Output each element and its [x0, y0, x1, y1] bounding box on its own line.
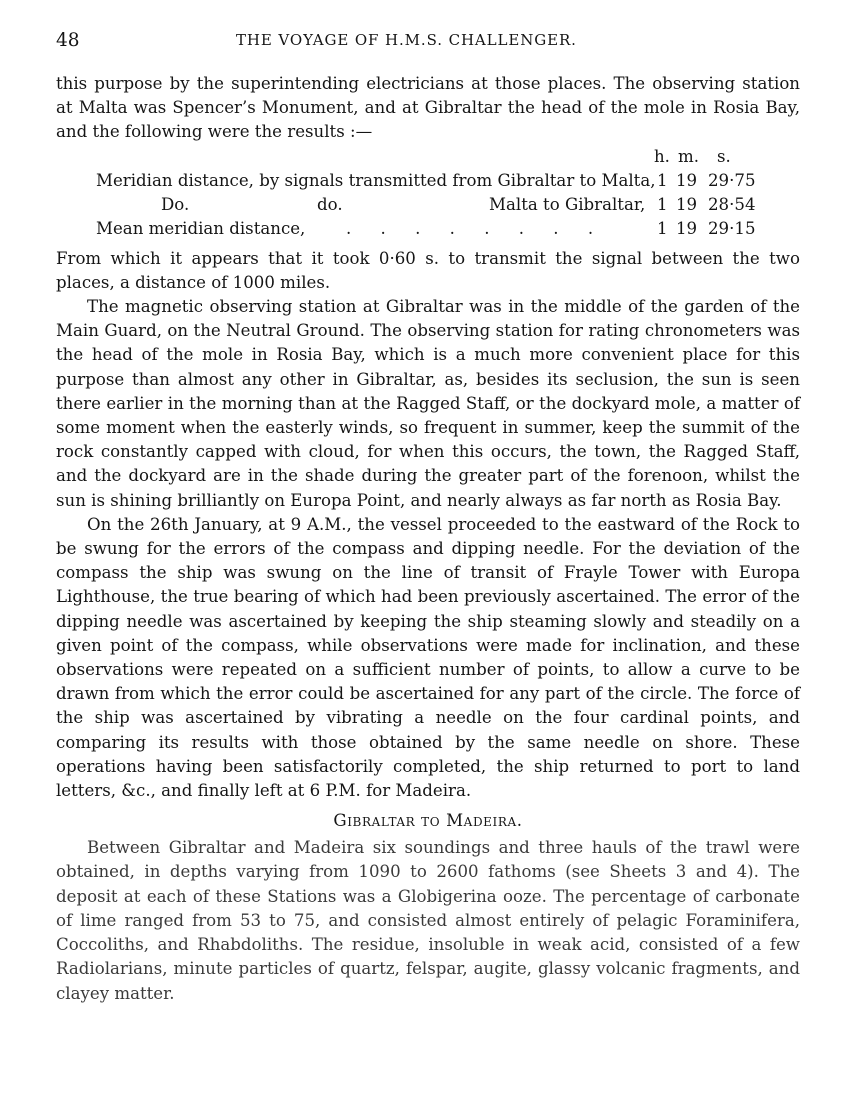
row-2-ditto-lower: do.: [317, 194, 343, 214]
row-1-label: Meridian distance, by signals transmitted from Gibraltar to Malta,: [96, 170, 656, 190]
paragraph-4-middle: , the vessel proceeded to the eastward of the Rock to be swung for the errors of the compass and dipping needle. For the deviation of the compass the ship was swung on the line of transit of Frayle Tower with Europa Lighthouse, the true bearing of which had been previously ascertained. The error of the dipping needle was ascertained by keeping the ship steaming slowly and steadily on a given point of the compass, while observations were made for inclination, and these observations were repeated on a sufficient number of points, to allow a curve to be drawn from which the error could be ascertained for any part of the circle. The force of the ship was ascertained by vibrating a needle on the four cardinal points, and comparing its results with those obtained by the same needle on shore. These operations having been satisfactorily completed, the ship returned to port to land letters, &c., and finally left at 6: [56, 514, 800, 801]
row-3-seconds: 29·15: [708, 218, 756, 238]
running-head: [56, 30, 800, 58]
row-3-label: Mean meridian distance,: [96, 218, 306, 238]
running-title: THE VOYAGE OF H.M.S. CHALLENGER.: [236, 31, 577, 49]
row-2-ditto: Do.: [161, 194, 190, 214]
page-number: 48: [56, 30, 80, 51]
paragraph-4: [56, 513, 800, 803]
row-1-seconds: 29·75: [708, 170, 756, 190]
row-1-minutes: 19: [676, 170, 698, 190]
row-3-hours: 1: [657, 218, 668, 238]
paragraph-2: From which it appears that it took 0·60 s. to transmit the signal between the two places, a distance of 1000 miles.: [56, 248, 800, 292]
row-2-hours: 1: [657, 194, 668, 214]
paragraph-5: Between Gibraltar and Madeira six soundings and three hauls of the trawl were obtained, in depths varying from 1090 to 2600 fathoms (see Sheets 3 and 4). The deposit at each of these Stations was a Globigerina ooze. The percentage of carbonate of lime ranged from 53 to 75, and consisted almost entirely of pelagic Foraminifera, Coccoliths, and Rhabdoliths. The residue, insoluble in weak acid, consisted of a few Radiolarians, minute particles of quartz, felspar, augite, glassy volcanic fragments, and clayey matter.: [56, 838, 800, 1003]
row-2-seconds: 28·54: [708, 194, 756, 214]
row-3-dot-leaders: . . . . . . . .: [346, 218, 606, 238]
time-pm: P.M.: [325, 781, 361, 801]
document-page: [56, 30, 800, 1006]
row-1-hours: 1: [657, 170, 668, 190]
col-header-seconds: s.: [717, 146, 731, 166]
time-am: A.M.: [307, 514, 347, 534]
paragraph-1: this purpose by the superintending electricians at those places. The observing station at Malta was Spencer’s Monument, and at Gibraltar the head of the mole in Rosia Bay, and the following were the results :—: [56, 74, 800, 142]
paragraph-4-start: On the 26th January, at 9: [87, 514, 302, 534]
row-2-minutes: 19: [676, 194, 698, 214]
paragraph-4-end: for Madeira.: [360, 781, 472, 801]
section-heading: Gibraltar to Madeira.: [333, 811, 523, 831]
col-header-hours: h.: [654, 146, 670, 166]
row-3-minutes: 19: [676, 218, 698, 238]
paragraph-3: The magnetic observing station at Gibraltar was in the middle of the garden of the Main Guard, on the Neutral Ground. The observing station for rating chronometers was the head of the mole in Rosia Bay, which is a much more convenient place for this purpose than almost any other in Gibraltar, as, besides its seclusion, the sun is seen there earlier in the morning than at the Ragged Staff, or the dockyard mole, a matter of some moment when the easterly winds, so frequent in summer, keep the summit of the rock constantly capped with cloud, for when this occurs, the town, the Ragged Staff, and the dockyard are in the shade during the greater part of the forenoon, whilst the sun is shining brilliantly on Europa Point, and nearly always as far north as Rosia Bay.: [56, 297, 800, 510]
results-table: [56, 145, 800, 245]
row-2-route: Malta to Gibraltar,: [489, 194, 646, 214]
col-header-minutes: m.: [678, 146, 700, 166]
